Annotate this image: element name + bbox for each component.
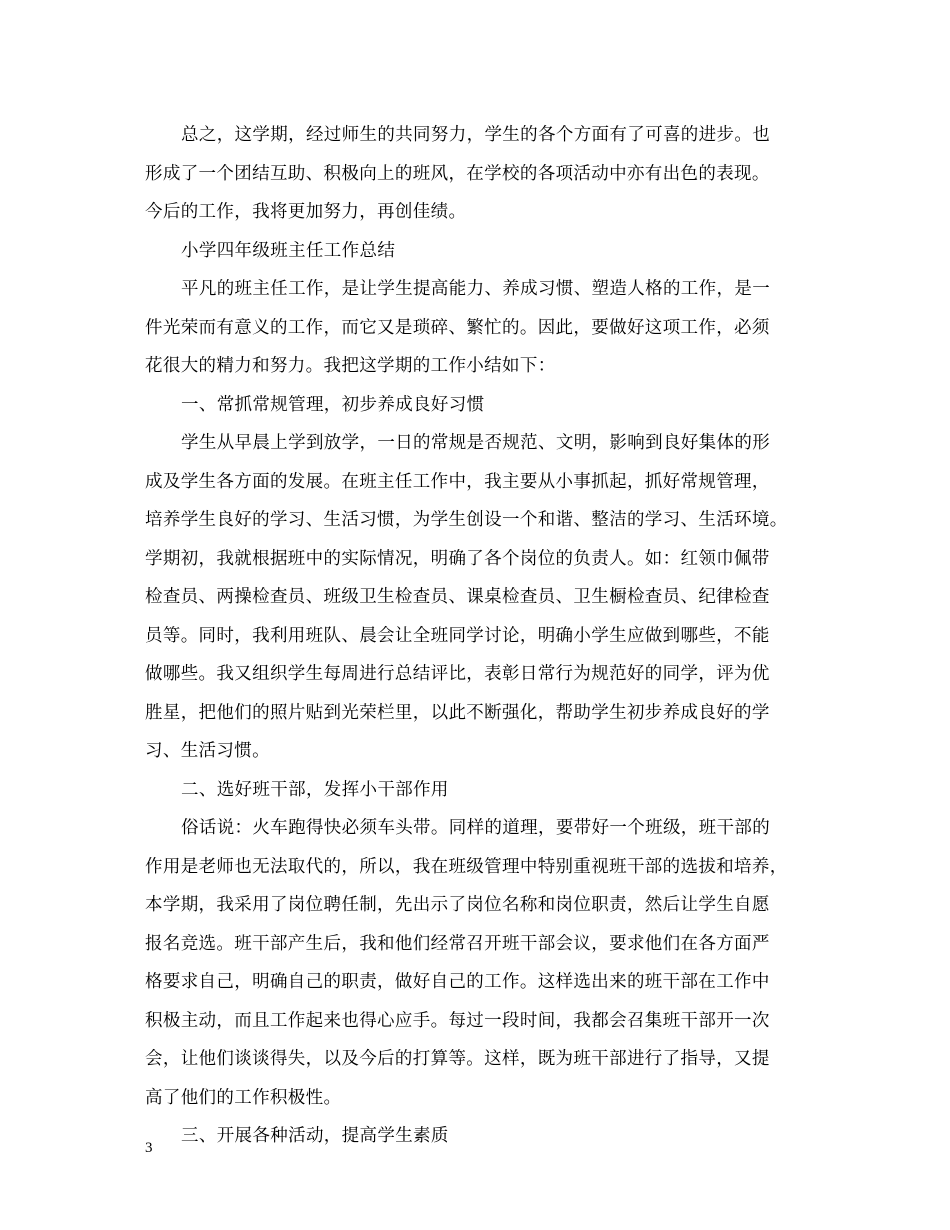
- text-line: 学生从早晨上学到放学，一日的常规是否规范、文明，影响到良好集体的形: [181, 433, 771, 453]
- text-line: 培养学生良好的学习、生活习惯，为学生创设一个和谐、整洁的学习、生活环境。: [145, 510, 788, 530]
- text-line: 作用是老师也无法取代的，所以，我在班级管理中特别重视班干部的选拔和培养，: [145, 856, 788, 877]
- text-line: 员等。同时，我利用班队、晨会让全班同学讨论，明确小学生应做到哪些，不能: [145, 625, 770, 646]
- page-number: 3: [145, 1140, 153, 1156]
- text-line: 形成了一个团结互助、积极向上的班风，在学校的各项活动中亦有出色的表现。: [145, 163, 770, 184]
- text-line: 胜星，把他们的照片贴到光荣栏里，以此不断强化，帮助学生初步养成良好的学: [145, 702, 770, 723]
- text-line: 习、生活习惯。: [145, 741, 270, 761]
- text-line: 高了他们的工作积极性。: [145, 1087, 342, 1108]
- text-line: 三、开展各种活动，提高学生素质: [181, 1126, 449, 1146]
- text-line: 二、选好班干部，发挥小干部作用: [181, 779, 449, 800]
- text-line: 学期初，我就根据班中的实际情况，明确了各个岗位的负责人。如：红领巾佩带: [145, 548, 770, 569]
- text-line: 本学期，我采用了岗位聘任制，先出示了岗位名称和岗位职责，然后让学生自愿: [145, 895, 770, 915]
- text-line: 小学四年级班主任工作总结: [181, 240, 396, 261]
- text-line: 检查员、两操检查员、班级卫生检查员、课桌检查员、卫生橱检查员、纪律检查: [145, 587, 770, 607]
- text-line: 会，让他们谈谈得失，以及今后的打算等。这样，既为班干部进行了指导，又提: [145, 1049, 770, 1069]
- text-line: 积极主动，而且工作起来也得心应手。每过一段时间，我都会召集班干部开一次: [145, 1010, 770, 1031]
- text-line: 一、常抓常规管理，初步养成良好习惯: [181, 394, 485, 415]
- text-line: 今后的工作，我将更加努力，再创佳绩。: [145, 202, 467, 222]
- text-line: 件光荣而有意义的工作，而它又是琐碎、繁忙的。因此，要做好这项工作，必须: [145, 317, 770, 338]
- document-body: [145, 116, 810, 1156]
- text-line: 花很大的精力和努力。我把这学期的工作小结如下：: [145, 356, 556, 376]
- text-line: 总之，这学期，经过师生的共同努力，学生的各个方面有了可喜的进步。也: [181, 125, 771, 145]
- text-line: 报名竞选。班干部产生后，我和他们经常召开班干部会议，要求他们在各方面严: [145, 933, 770, 954]
- text-line: 俗话说：火车跑得快必须车头带。同样的道理，要带好一个班级，班干部的: [181, 818, 771, 838]
- text-line: 成及学生各方面的发展。在班主任工作中，我主要从小事抓起，抓好常规管理，: [145, 471, 770, 492]
- text-line: 平凡的班主任工作，是让学生提高能力、养成习惯、塑造人格的工作，是一: [181, 279, 771, 299]
- text-line: 做哪些。我又组织学生每周进行总结评比，表彰日常行为规范好的同学，评为优: [145, 664, 770, 684]
- text-line: 格要求自己，明确自己的职责，做好自己的工作。这样选出来的班干部在工作中: [145, 972, 770, 992]
